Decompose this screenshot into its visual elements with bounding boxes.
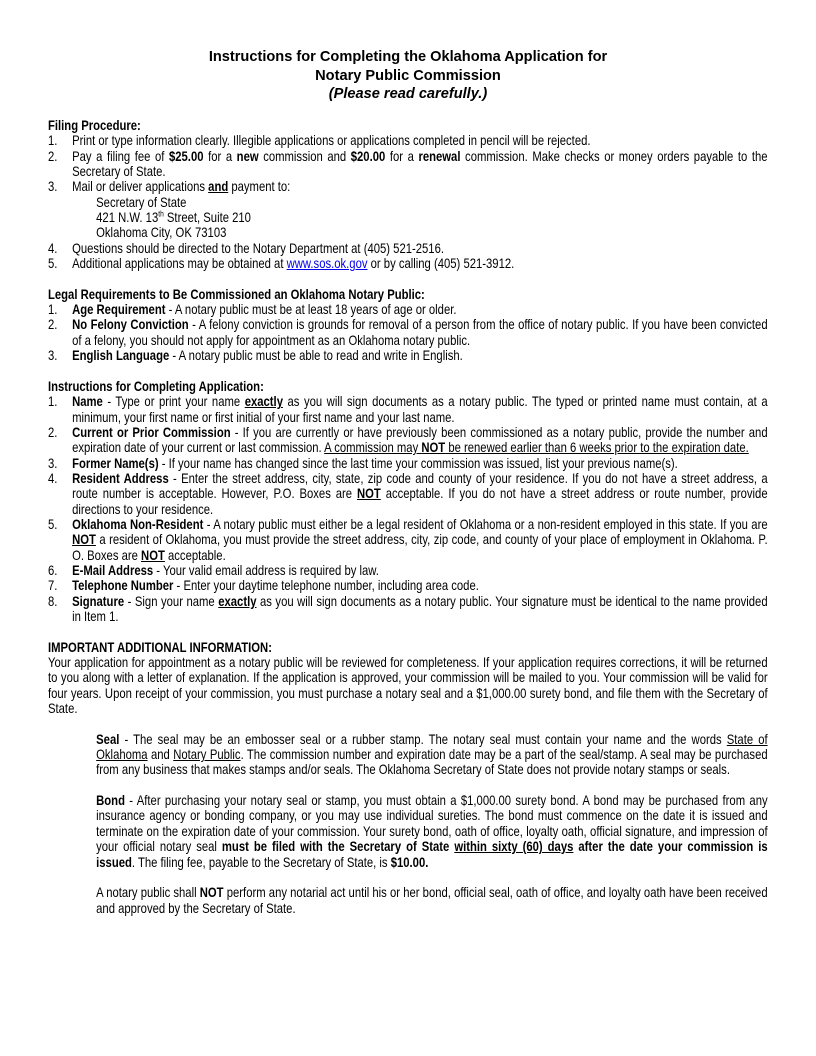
text-run: and [147, 747, 174, 763]
text-run: Former Name(s) [72, 455, 159, 471]
title-line-2: Notary Public Commission [315, 67, 501, 84]
text-run: after the date your commission is issued [96, 839, 768, 870]
text-run: $25.00 [168, 148, 204, 164]
section-heading: Legal Requirements to Be Commissioned an Oklahoma Notary Public: [48, 286, 425, 302]
text-run: exactly [244, 394, 283, 410]
item-number: 6. [48, 562, 58, 578]
item-text [72, 456, 678, 471]
item-text [72, 471, 768, 517]
text-run: - Enter your daytime telephone number, including area code. [173, 578, 479, 594]
legal-requirements-section [48, 287, 768, 364]
text-run: A notary public shall [96, 885, 200, 901]
item-number: 2. [48, 148, 58, 164]
text-run: Signature [72, 593, 125, 609]
text-run: - Sign your name [124, 593, 219, 609]
filing-procedure-section [48, 118, 768, 271]
item-number: 1. [48, 302, 58, 318]
text-run: for a [203, 148, 237, 164]
list-item [48, 425, 768, 456]
text-run: as you will sign documents as a notary public. The typed or printed name must contain, at a minimum, your first name or first initial of your first name and your last name. [72, 394, 768, 425]
address-line [96, 210, 767, 225]
item-number: 3. [48, 455, 58, 471]
item-text [72, 256, 514, 271]
list-item [48, 133, 768, 148]
text-run: commission and [258, 148, 351, 164]
list-item [48, 302, 768, 317]
seal-paragraph [96, 732, 767, 778]
list-item [48, 348, 768, 363]
website-link[interactable]: www.sos.ok.gov [286, 256, 368, 272]
item-number: 4. [48, 240, 58, 256]
text-run: commission. Make checks or money orders payable to the Secretary of State. [72, 148, 768, 180]
text-run: acceptable. If you do not have a street address or route number, provide directions to your residence. [72, 486, 768, 517]
bond-paragraph [96, 793, 767, 870]
text-run: Additional applications may be obtained at [72, 256, 287, 272]
address-line: Secretary of State [96, 194, 187, 210]
list-item [48, 256, 768, 271]
list-item [48, 149, 768, 180]
document-body [48, 118, 768, 916]
text-run: Your application for appointment as a notary public will be reviewed for completeness. If your application requires corrections, it will be returned to you along with a letter of explanation. If the application is approved, your commission will be mailed to you. Your commission will be valid for four years. Upon receipt of your commission, you must purchase a notary seal and a $1,000.00 surety bond, and file them with the Secretary of State. [48, 655, 768, 717]
important-intro [48, 655, 768, 716]
text-run: - If your name has changed since the last time your commission was issued, list your previous name(s). [158, 455, 678, 471]
item-number: 3. [48, 348, 58, 364]
text-run: No Felony Conviction [72, 317, 189, 333]
list-item [48, 578, 768, 593]
text-run: Print or type information clearly. Illegible applications or applications completed in pencil will be rejected. [72, 133, 591, 149]
text-run: - Type or print your name [102, 394, 245, 410]
item-text [72, 425, 768, 455]
text-run: as you will sign documents as a notary public. Your signature must be identical to the name provided in Item 1. [72, 593, 768, 624]
item-number: 2. [48, 317, 58, 333]
text-run: E-Mail Address [72, 562, 154, 578]
text-run: - A notary public must either be a legal resident of Oklahoma or a non-resident employed in this state. If you are [203, 516, 768, 532]
text-run: . The commission number and expiration date may be a part of the seal/stamp. A seal may be purchased from any business that makes stamps and/or seals. The Oklahoma Secretary of State does not provide notary stamps or seals. [96, 747, 768, 778]
document-title [0, 48, 816, 104]
text-run: a resident of Oklahoma, you must provide the street address, city, zip code, and county of your place of employment in Oklahoma. P. O. Boxes are [72, 532, 768, 563]
item-number: 3. [48, 179, 58, 195]
text-run: NOT [141, 547, 165, 563]
text-run: A commission may [324, 440, 422, 456]
item-text [72, 394, 768, 424]
item-number: 1. [48, 394, 58, 410]
text-run: - A notary public must be at least 18 years of age or older. [165, 302, 457, 318]
text-run: - Enter the street address, city, state, zip code and county of your residence. If you do not have a street address, a route number is acceptable. However, P.O. Boxes are [72, 470, 768, 502]
list-item [48, 179, 768, 240]
item-number: 5. [48, 256, 58, 272]
text-run: new [236, 148, 259, 164]
mailing-address [72, 195, 768, 241]
item-text [72, 133, 590, 148]
text-run: NOT [72, 532, 96, 548]
item-text [72, 302, 456, 317]
text-run: acceptable. [164, 547, 226, 563]
section-heading: Instructions for Completing Application: [48, 378, 264, 394]
notice-paragraph [96, 885, 767, 916]
text-run: NOT [421, 440, 446, 456]
item-text [72, 317, 768, 347]
item-text [72, 517, 768, 563]
section-heading: IMPORTANT ADDITIONAL INFORMATION: [48, 639, 272, 655]
text-run: NOT [199, 885, 224, 901]
list-item [48, 317, 768, 348]
filing-list [48, 133, 768, 271]
text-run: English Language [72, 348, 170, 364]
text-run: - A notary public must be able to read and write in English. [169, 348, 463, 364]
text-run: NOT [356, 486, 381, 502]
text-run: Name [72, 394, 103, 410]
text-run: . The filing fee, payable to the Secretary of State, is [131, 854, 391, 870]
list-item [48, 241, 768, 256]
item-text [72, 348, 463, 363]
text-run: be renewed earlier than 6 weeks prior to the expiration date. [445, 440, 749, 456]
text-run: Pay a filing fee of [72, 148, 169, 164]
text-run: and [208, 179, 229, 195]
list-item [48, 394, 768, 425]
text-run: Telephone Number [72, 578, 174, 594]
item-text [72, 149, 768, 179]
text-run: or by calling (405) 521-3912. [367, 256, 515, 272]
text-run: - Your valid email address is required by law. [153, 562, 379, 578]
text-run: perform any notarial act until his or her bond, official seal, oath of office, and loyalty oath have been received and approved by the Secretary of State. [96, 885, 768, 916]
item-text [72, 241, 444, 256]
text-run: payment to: [228, 179, 291, 195]
title-line-1: Instructions for Completing the Oklahoma Application for [208, 49, 608, 65]
instructions-list [48, 394, 768, 624]
text-run: Current or Prior Commission [72, 424, 231, 440]
text-run: exactly [218, 593, 257, 609]
text-run: Resident Address [72, 470, 169, 486]
instructions-section [48, 379, 768, 625]
list-item [48, 594, 768, 625]
text-run: $10.00. [390, 854, 429, 870]
legal-list [48, 302, 768, 363]
text-run: Seal [96, 731, 120, 747]
text-run: - If you are currently or have previously been commissioned as a notary public, provide the number and expiration date of your current or last commission. [72, 424, 768, 456]
item-number: 8. [48, 593, 58, 609]
text-run: - A felony conviction is grounds for removal of a person from the office of notary public. If you have been convicted of a felony, you should not apply for appointment as an Oklahoma notary public. [72, 317, 768, 348]
text-run: $20.00 [350, 148, 386, 164]
title-line-3: (Please read carefully.) [328, 86, 488, 102]
list-item [48, 471, 768, 517]
section-heading: Filing Procedure: [48, 118, 141, 133]
list-item [48, 563, 768, 578]
list-item [48, 456, 768, 471]
ordinal-suffix: th [158, 209, 164, 219]
item-number: 4. [48, 470, 58, 486]
item-number: 5. [48, 516, 58, 532]
item-text [72, 578, 479, 593]
text-run: Mail or deliver applications [72, 179, 209, 195]
text-run: for a [385, 148, 419, 164]
address-street: 421 N.W. 13 [96, 210, 159, 226]
text-run: - After purchasing your notary seal or stamp, you must obtain a $1,000.00 surety bond. A bond may be purchased from any insurance agency or bonding company, or you may use individual sureties. The bond must commence on the date it is issued and terminate on the expiration date of your commission. Your surety bond, oath of office, loyalty oath, official signature, and impression of your official notary seal [96, 793, 768, 855]
text-run: Age Requirement [72, 302, 166, 318]
item-number: 7. [48, 578, 58, 594]
important-section [48, 640, 768, 916]
text-run: Bond [96, 793, 125, 809]
text-run: within sixty (60) days [454, 839, 574, 855]
address-line: Oklahoma City, OK 73103 [96, 225, 227, 241]
item-text [72, 563, 379, 578]
text-run: must be filed with the Secretary of State [221, 839, 455, 855]
address-street-rest: Street, Suite 210 [163, 210, 251, 226]
text-run: State of Oklahoma [96, 731, 768, 763]
text-run: Questions should be directed to the Notary Department at (405) 521-2516. [72, 240, 445, 256]
item-number: 1. [48, 133, 58, 149]
text-run: renewal [418, 148, 461, 164]
item-text [72, 179, 290, 194]
text-run: Notary Public [173, 747, 241, 763]
item-text [72, 594, 768, 624]
item-number: 2. [48, 424, 58, 440]
list-item [48, 517, 768, 563]
text-run: - The seal may be an embosser seal or a rubber stamp. The notary seal must contain your name and the words [119, 731, 727, 747]
text-run: Oklahoma Non-Resident [72, 516, 204, 532]
